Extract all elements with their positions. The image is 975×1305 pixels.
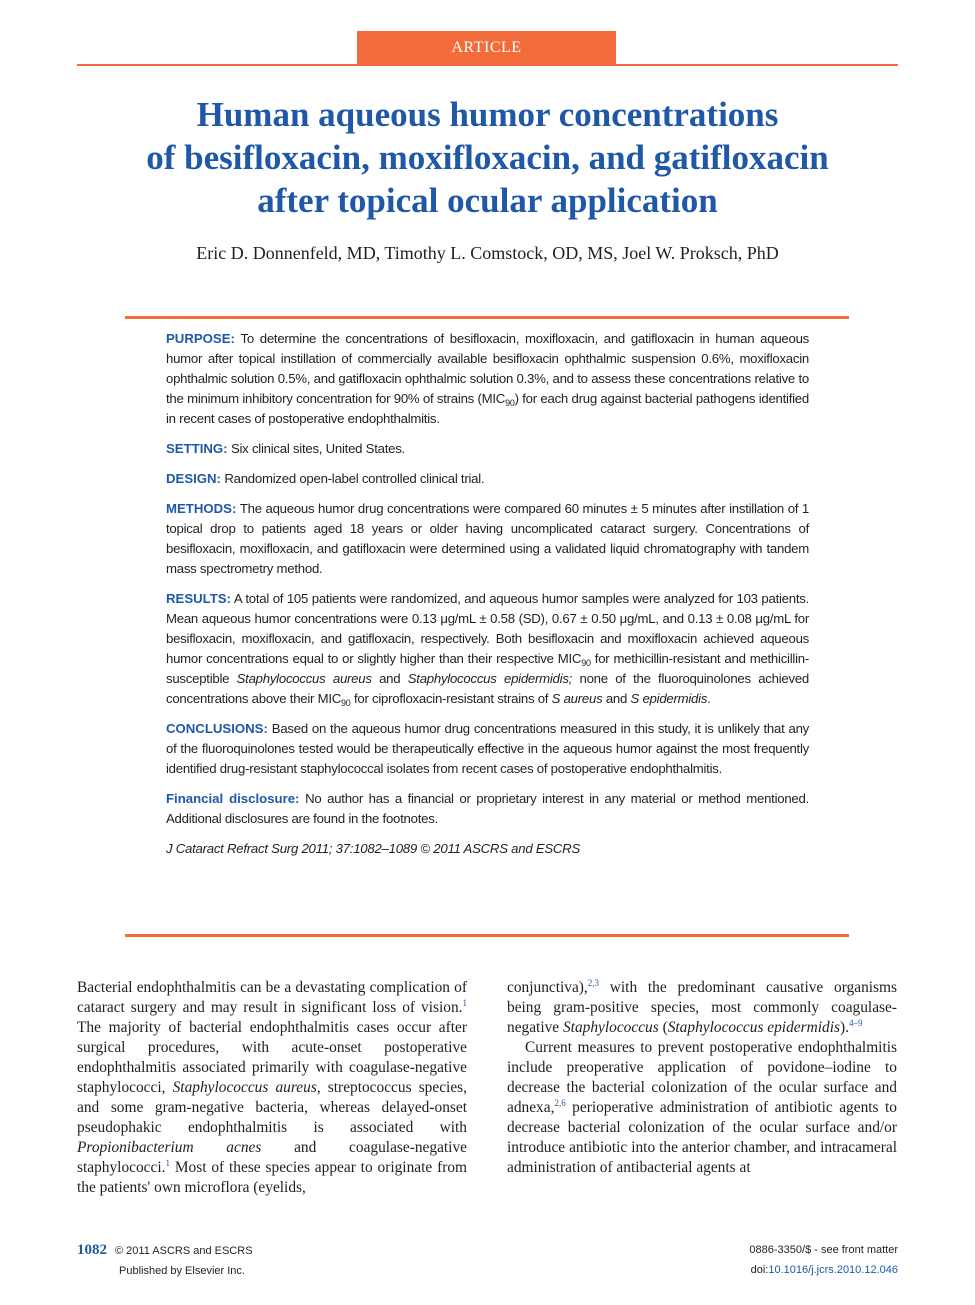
species-name: Propionibacterium acnes — [77, 1139, 262, 1156]
abstract — [166, 329, 809, 869]
page-number: 1082 — [77, 1242, 107, 1258]
body-text: ). — [839, 1019, 849, 1036]
species-name: Staphylococcus aureus — [172, 1079, 317, 1096]
body-paragraph — [77, 978, 467, 1198]
header-rule — [77, 64, 898, 66]
body-text: Current measures to prevent postoperative endophthalmitis include preoperative application of povidone–iodine to decrease the bacterial colonization of the ocular surface and adnexa, — [507, 1039, 897, 1116]
subscript: 90 — [341, 698, 351, 708]
body-text: perioperative administration of antibiotic agents to decrease bacterial colonization of the ocular surface and/or introduce antibiotic into the anterior chamber, and intracameral administration of antibacterial agents at — [507, 1099, 897, 1176]
journal-citation: J Cataract Refract Surg 2011; 37:1082–1089 © 2011 ASCRS and ESCRS — [166, 841, 581, 856]
results-text: for methicillin-resistant and methicillin-susceptible — [166, 651, 809, 686]
body-text: Most of these species appear to originate from the patients' own microflora (eyelids, — [77, 1159, 467, 1196]
disclosure-label: Financial disclosure: — [166, 791, 300, 806]
footer-left — [77, 1240, 253, 1281]
purpose-label: PURPOSE: — [166, 331, 235, 346]
body-text: Bacterial endophthalmitis can be a devastating complication of cataract surgery and may result in significant loss of vision. — [77, 979, 467, 1016]
species-name: Staphylococcus epidermidis — [667, 1019, 840, 1036]
results-text: A total of 105 patients were randomized, and aqueous humor samples were analyzed for 103 patients. Mean aqueous humor concentrations were 0.13 μg/mL ± 0.58 (SD), 0.67 ± 0.50 μg/mL, and 0.13 ± 0.08 μg/mL for besifloxacin, moxifloxacin, and gatifloxacin, respectively. Both besifloxacin and moxifloxacin achieved aqueous humor concentrations equal to or slightly higher than their respective MIC — [166, 591, 809, 666]
setting-text: Six clinical sites, United States. — [227, 441, 405, 456]
results-label: RESULTS: — [166, 591, 231, 606]
article-title — [60, 93, 915, 222]
species-name: Staphylococcus — [562, 1019, 659, 1036]
section-label: ARTICLE — [357, 31, 616, 65]
body-paragraph — [507, 1038, 897, 1178]
conclusions-label: CONCLUSIONS: — [166, 721, 268, 736]
results-text: and — [602, 691, 631, 706]
footer-copyright: © 2011 ASCRS and ESCRS — [115, 1245, 253, 1257]
body-column-left — [77, 978, 467, 1198]
body-column-right — [507, 978, 897, 1178]
disclosure-text: No author has a financial or proprietary interest in any material or method mentioned. Additional disclosures are found in the footnotes. — [166, 791, 810, 826]
reference-link[interactable]: 4–9 — [848, 1018, 863, 1028]
footer-publisher: Published by Elsevier Inc. — [119, 1265, 245, 1277]
footer-doi — [749, 1260, 898, 1280]
abstract-bottom-rule — [125, 934, 849, 937]
abstract-design — [166, 469, 809, 489]
abstract-methods — [166, 499, 809, 579]
reference-link[interactable]: 2,3 — [587, 978, 600, 988]
abstract-setting — [166, 439, 809, 459]
footer-right — [749, 1240, 898, 1280]
reference-link[interactable]: 2,6 — [554, 1098, 566, 1108]
purpose-text: To determine the concentrations of besifloxacin, moxifloxacin, and gatifloxacin in human aqueous humor after topical instillation of commercially available besifloxacin ophthalmic suspension 0.6%, moxifloxacin ophthalmic solution 0.5%, and gatifloxacin ophthalmic solution 0.3%, and to assess these concentrations relative to the minimum inhibitory concentration for 90% of strains (MIC — [166, 331, 809, 406]
species-name: Staphylococcus aureus — [236, 671, 372, 686]
results-text: for ciprofloxacin-resistant strains of — [350, 691, 552, 706]
body-text: ( — [658, 1019, 668, 1036]
reference-link[interactable]: 1 — [462, 998, 467, 1008]
purpose-text: ) for each drug against bacterial pathogens identified in recent cases of postoperative endophthalmitis. — [166, 391, 809, 426]
author-list: Eric D. Donnenfeld, MD, Timothy L. Comstock, OD, MS, Joel W. Proksch, PhD — [196, 243, 779, 263]
body-text: conjunctiva), — [507, 979, 588, 996]
abstract-top-rule — [125, 316, 849, 319]
body-text: , streptococcus species, and some gram-negative bacteria, whereas delayed-onset pseudophakic endophthalmitis is associated with — [77, 1079, 467, 1136]
results-text: . — [707, 691, 711, 706]
doi-link[interactable]: 10.1016/j.jcrs.2010.12.046 — [768, 1264, 898, 1276]
conclusions-text: Based on the aqueous humor drug concentrations measured in this study, it is unlikely that any of the fluoroquinolones tested would be therapeutically effective in the aqueous humor against the most frequently identified drug-resistant staphylococcal isolates from recent cases of postoperative endophthalmitis. — [166, 721, 809, 776]
footer-issn: 0886-3350/$ - see front matter — [749, 1244, 898, 1256]
abstract-results — [166, 589, 809, 709]
results-text: and — [371, 671, 408, 686]
design-label: DESIGN: — [166, 471, 221, 486]
subscript: 90 — [581, 658, 591, 668]
footer-line — [77, 1240, 253, 1261]
title-line: of besifloxacin, moxifloxacin, and gatifloxacin — [146, 138, 829, 177]
abstract-conclusions — [166, 719, 809, 779]
abstract-disclosure — [166, 789, 809, 829]
subscript: 90 — [505, 398, 515, 408]
design-text: Randomized open-label controlled clinical trial. — [220, 471, 485, 486]
methods-text: The aqueous humor drug concentrations were compared 60 minutes ± 5 minutes after instillation of 1 topical drop to patients aged 18 years or older having uncomplicated cataract surgery. Concentrations of besifloxacin, moxifloxacin, and gatifloxacin were determined using a validated liquid chromatography with tandem mass spectrometry method. — [166, 501, 809, 576]
body-text: The majority of bacterial endophthalmitis cases occur after surgical procedures, with acute-onset postoperative endophthalmitis associated primarily with coagulase-negative staphylococci, — [77, 1019, 467, 1096]
setting-label: SETTING: — [166, 441, 228, 456]
species-name: Staphylococcus epidermidis; — [407, 671, 573, 686]
species-name: S epidermidis — [630, 691, 708, 706]
species-name: S aureus — [551, 691, 603, 706]
body-text: with the predominant causative organisms being gram-positive species, most commonly coagulase-negative — [507, 979, 897, 1036]
results-text: none of the fluoroquinolones achieved concentrations above their MIC — [166, 671, 810, 706]
title-line: after topical ocular application — [257, 181, 718, 220]
body-text: and coagulase-negative staphylococci. — [77, 1139, 467, 1176]
reference-link[interactable]: 1 — [165, 1158, 170, 1168]
doi-prefix: doi: — [750, 1264, 769, 1276]
body-paragraph — [507, 978, 897, 1038]
methods-label: METHODS: — [166, 501, 237, 516]
abstract-purpose — [166, 329, 809, 429]
title-line: Human aqueous humor concentrations — [196, 95, 779, 134]
